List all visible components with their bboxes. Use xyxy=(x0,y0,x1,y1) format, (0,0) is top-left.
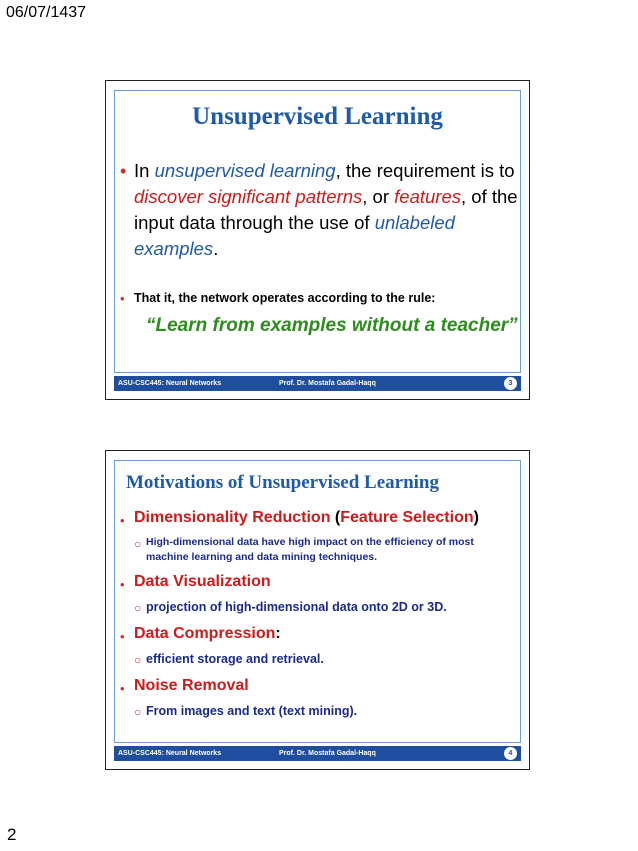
slide-number: 3 xyxy=(504,377,517,390)
slide-number: 4 xyxy=(504,747,517,760)
slide-4 xyxy=(105,450,530,770)
footer-professor: Prof. Dr. Mostafa Gadal-Haqq xyxy=(279,380,376,387)
bullet-icon: • xyxy=(120,681,125,696)
slide-footer xyxy=(114,746,521,761)
slide-footer xyxy=(114,376,521,391)
bullet-icon: • xyxy=(120,629,125,644)
bullet-icon: • xyxy=(120,291,125,306)
rule-quote: “Learn from examples without a teacher” xyxy=(146,315,518,336)
motivation-heading: Data Visualization xyxy=(134,573,271,590)
motivation-detail: projection of high-dimensional data onto 2D or 3D. xyxy=(146,600,447,614)
sub-bullet-icon: ○ xyxy=(134,537,142,551)
slide-title: Unsupervised Learning xyxy=(192,103,443,130)
motivation-detail: From images and text (text mining). xyxy=(146,704,358,718)
footer-course: ASU-CSC445: Neural Networks xyxy=(118,380,222,387)
definition-paragraph: In unsupervised learning, the requirement is to discover significant patterns, or features, of the input data through the use of unlabeled examples. xyxy=(134,160,518,259)
page-date: 06/07/1437 xyxy=(6,4,87,21)
sub-bullet-icon: ○ xyxy=(134,601,142,615)
motivation-detail: High-dimensional data have high impact on the efficiency of most machine learning and data mining techniques. xyxy=(146,536,474,563)
slide-title: Motivations of Unsupervised Learning xyxy=(126,472,439,493)
page-number: 2 xyxy=(7,825,17,844)
bullet-icon: • xyxy=(120,513,125,528)
motivation-detail: efficient storage and retrieval. xyxy=(146,652,324,666)
motivation-heading: Noise Removal xyxy=(134,677,249,694)
footer-professor: Prof. Dr. Mostafa Gadal-Haqq xyxy=(279,750,376,757)
bullet-icon: • xyxy=(120,161,127,181)
footer-course: ASU-CSC445: Neural Networks xyxy=(118,750,222,757)
motivation-heading: Data Compression: xyxy=(134,625,281,642)
rule-paragraph: That it, the network operates according to the rule: xyxy=(134,291,436,305)
sub-bullet-icon: ○ xyxy=(134,705,142,719)
sub-bullet-icon: ○ xyxy=(134,653,142,667)
motivation-heading: Dimensionality Reduction (Feature Selection) xyxy=(134,509,479,526)
bullet-icon: • xyxy=(120,577,125,592)
slide-3 xyxy=(105,80,530,400)
